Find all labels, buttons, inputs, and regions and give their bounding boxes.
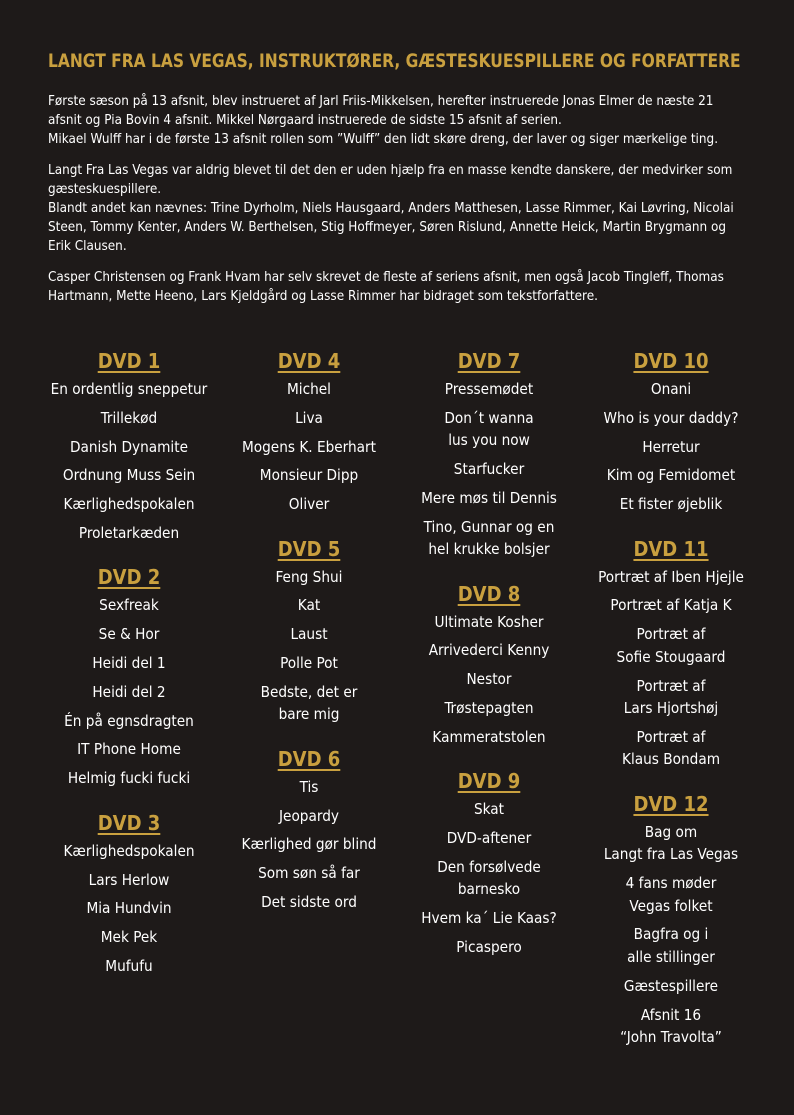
episode-title-line: Lars Hjortshøj <box>623 699 719 718</box>
episode-title-line: Gæstespillere <box>623 976 719 995</box>
episode-title <box>29 493 229 516</box>
episode-title <box>571 623 771 668</box>
episode-title <box>389 378 589 401</box>
episode-title <box>29 710 229 733</box>
episode-title-line: “John Travolta” <box>620 1028 722 1047</box>
episode-title-line: En ordentlig sneppetur <box>50 380 208 398</box>
episode-title <box>389 856 589 901</box>
episode-title-line: Liva <box>295 408 323 427</box>
episode-title <box>29 767 229 790</box>
episode-title-line: Feng Shui <box>275 567 343 586</box>
episode-title-line: 4 fans møder <box>625 874 717 893</box>
episode-title-line: Kærlighed gør blind <box>241 835 377 854</box>
intro-paragraph <box>48 161 788 256</box>
episode-title <box>29 869 229 892</box>
episode-title-line: Mufufu <box>105 956 153 975</box>
dvd-column <box>571 348 771 1069</box>
episode-title-line: Jeopardy <box>279 806 339 825</box>
episode-title-line: Mogens K. Eberhart <box>241 437 377 456</box>
intro-line: Erik Clausen. <box>48 239 127 254</box>
episode-title <box>29 464 229 487</box>
episode-title-line: alle stillinger <box>627 947 715 966</box>
episode-title-line: Danish Dynamite <box>70 437 188 456</box>
episode-title <box>209 464 409 487</box>
episode-title-line: Portræt af <box>636 676 706 695</box>
episode-title <box>389 639 589 662</box>
episode-title <box>209 681 409 726</box>
episode-title <box>209 862 409 885</box>
episode-title-line: hel krukke bolsjer <box>428 540 550 559</box>
intro-paragraph <box>48 92 788 149</box>
episode-title-line: Who is your daddy? <box>603 408 739 427</box>
episode-title <box>209 891 409 914</box>
dvd-column <box>209 348 409 934</box>
episode-title <box>29 955 229 978</box>
episode-title-line: Ordnung Muss Sein <box>62 466 196 485</box>
episode-title <box>389 611 589 634</box>
episode-title <box>389 726 589 749</box>
episode-title <box>571 594 771 617</box>
episode-title-line: barnesko <box>457 880 521 899</box>
intro-line: Blandt andet kan nævnes: Trine Dyrholm, Niels Hausgaard, Anders Matthesen, Lasse Rimmer, Kai Løvring, Nicolai <box>48 201 734 216</box>
intro-paragraph <box>48 268 788 306</box>
episode-title <box>29 840 229 863</box>
dvd-section <box>29 564 229 789</box>
episode-title-line: Portræt af Katja K <box>610 596 732 615</box>
episode-title <box>389 407 589 452</box>
dvd-title: DVD 11 <box>633 536 709 561</box>
intro-line: Første sæson på 13 afsnit, blev instrueret af Jarl Friis-Mikkelsen, herefter instruerede Jonas Elmer de næste 21 <box>48 94 714 109</box>
episode-title-line: Oliver <box>288 495 330 514</box>
intro-line: Hartmann, Mette Heeno, Lars Kjeldgård og Lasse Rimmer har bidraget som tekstforfattere. <box>48 289 598 304</box>
episode-title-line: Hvem ka´ Lie Kaas? <box>421 909 557 928</box>
episode-title-line: Herretur <box>642 437 700 456</box>
episode-title-line: Starfucker <box>453 460 525 479</box>
episode-title-line: Bagfra og i <box>633 925 709 944</box>
episode-title-line: Én på egnsdragten <box>64 711 194 730</box>
episode-title <box>389 936 589 959</box>
episode-title <box>571 566 771 589</box>
episode-title-line: Trøstepagten <box>444 699 534 718</box>
episode-title-line: Se & Hor <box>98 625 160 644</box>
dvd-section <box>571 791 771 1049</box>
dvd-title: DVD 7 <box>457 349 521 373</box>
episode-title-line: Et fister øjeblik <box>619 495 723 514</box>
episode-title <box>29 594 229 617</box>
intro-line: Langt Fra Las Vegas var aldrig blevet til det den er uden hjælp fra en masse kendte danskere, der medvirker som <box>48 163 733 178</box>
page-heading: LANGT FRA LAS VEGAS, INSTRUKTØRER, GÆSTESKUESPILLERE OG FORFATTERE <box>48 51 741 72</box>
episode-title <box>29 407 229 430</box>
dvd-title: DVD 8 <box>457 581 521 606</box>
episode-title-line: bare mig <box>278 705 340 724</box>
episode-title-line: Skat <box>473 800 505 819</box>
episode-title-line: Som søn så far <box>258 864 360 883</box>
episode-title <box>29 623 229 646</box>
episode-title <box>29 378 229 401</box>
episode-title-line: Langt fra Las Vegas <box>603 845 739 864</box>
episode-title-line: Portræt af <box>636 727 706 746</box>
dvd-title: DVD 12 <box>633 791 709 816</box>
episode-title <box>209 407 409 430</box>
episode-title <box>209 623 409 646</box>
episode-title-line: Kærlighedspokalen <box>63 495 195 514</box>
dvd-section <box>29 810 229 978</box>
episode-title-line: Klaus Bondam <box>622 750 720 769</box>
episode-title-line: Trillekød <box>100 408 158 427</box>
dvd-title: DVD 2 <box>97 565 161 590</box>
episode-title-line: Onani <box>650 380 692 398</box>
episode-title-line: lus you now <box>448 431 530 450</box>
episode-title <box>29 522 229 545</box>
episode-title-line: Don´t wanna <box>444 408 534 427</box>
episode-title-line: Kammeratstolen <box>432 727 546 746</box>
episode-title <box>29 926 229 949</box>
episode-title-line: Kærlighedspokalen <box>63 841 195 860</box>
intro-line: gæsteskuespillere. <box>48 182 162 197</box>
episode-title-line: Laust <box>290 625 328 644</box>
episode-title <box>571 975 771 998</box>
dvd-section <box>209 746 409 914</box>
episode-title <box>389 458 589 481</box>
episode-title-line: Kat <box>297 596 321 615</box>
episode-title-line: Afsnit 16 <box>640 1005 702 1024</box>
episode-title <box>389 668 589 691</box>
episode-title-line: Arrivederci Kenny <box>428 641 550 660</box>
episode-title <box>29 897 229 920</box>
episode-title <box>389 487 589 510</box>
episode-title-line: Monsieur Dipp <box>259 466 359 485</box>
dvd-title: DVD 10 <box>633 349 709 373</box>
episode-title <box>389 798 589 821</box>
episode-title <box>209 805 409 828</box>
episode-title <box>571 872 771 917</box>
episode-title <box>389 827 589 850</box>
episode-title <box>209 652 409 675</box>
episode-title <box>209 833 409 856</box>
episode-title <box>571 1004 771 1049</box>
episode-title-line: Mia Hundvin <box>86 899 172 918</box>
episode-title <box>209 493 409 516</box>
intro-line: afsnit og Pia Bovin 4 afsnit. Mikkel Nørgaard instruerede de sidste 15 afsnit af serien. <box>48 113 562 128</box>
episode-title <box>571 923 771 968</box>
dvd-section <box>389 768 589 958</box>
episode-title <box>29 681 229 704</box>
episode-title <box>209 378 409 401</box>
episode-title-line: Portræt af Iben Hjejle <box>598 567 744 586</box>
episode-title-line: IT Phone Home <box>77 740 181 759</box>
intro-line: Mikael Wulff har i de første 13 afsnit rollen som ”Wulff” den lidt skøre dreng, der laver og siger mærkelige ting. <box>48 132 719 147</box>
episode-title <box>571 378 771 401</box>
episode-title <box>571 464 771 487</box>
episode-title-line: Picaspero <box>456 938 522 957</box>
episode-title-line: Den forsølvede <box>437 857 541 876</box>
episode-title-line: Nestor <box>466 670 512 689</box>
episode-title-line: Kim og Femidomet <box>606 466 736 485</box>
episode-title-line: Bedste, det er <box>260 682 358 701</box>
episode-title <box>29 652 229 675</box>
episode-title-line: Proletarkæden <box>78 523 180 542</box>
episode-title <box>29 738 229 761</box>
episode-title-line: Ultimate Kosher <box>434 612 544 631</box>
episode-title-line: Sofie Stougaard <box>616 647 726 666</box>
dvd-title: DVD 5 <box>277 536 341 561</box>
episode-title-line: Tino, Gunnar og en <box>423 517 555 536</box>
episode-title <box>29 436 229 459</box>
episode-title <box>389 907 589 930</box>
episode-title <box>389 516 589 561</box>
dvd-title: DVD 1 <box>97 349 161 373</box>
dvd-title: DVD 9 <box>457 769 521 794</box>
dvd-section <box>29 348 229 544</box>
episode-title-line: Mek Pek <box>100 928 158 947</box>
episode-title-line: Portræt af <box>636 625 706 644</box>
episode-title-line: Sexfreak <box>99 596 159 615</box>
dvd-title: DVD 6 <box>277 746 341 771</box>
episode-title-line: Bag om <box>644 822 698 841</box>
episode-title-line: Polle Pot <box>280 654 338 673</box>
dvd-title: DVD 3 <box>97 810 161 835</box>
episode-title <box>389 697 589 720</box>
episode-title <box>571 493 771 516</box>
episode-title-line: Pressemødet <box>444 380 534 398</box>
dvd-section <box>389 581 589 749</box>
dvd-section <box>571 536 771 771</box>
episode-title <box>571 726 771 771</box>
episode-title-line: Heidi del 2 <box>92 682 166 701</box>
episode-title <box>209 594 409 617</box>
episode-title-line: Heidi del 1 <box>92 654 166 673</box>
episode-title <box>209 776 409 799</box>
dvd-column <box>389 348 589 979</box>
episode-title <box>571 675 771 720</box>
dvd-section <box>209 536 409 726</box>
dvd-section <box>389 348 589 561</box>
episode-title-line: Mere møs til Dennis <box>421 488 557 507</box>
dvd-title: DVD 4 <box>277 349 341 373</box>
episode-title-line: Lars Herlow <box>88 870 170 889</box>
episode-title-line: Michel <box>287 380 331 398</box>
episode-title <box>571 821 771 866</box>
intro-line: Casper Christensen og Frank Hvam har selv skrevet de fleste af seriens afsnit, men også Jacob Tingleff, Thomas <box>48 270 724 285</box>
episode-title <box>571 407 771 430</box>
episode-title <box>571 436 771 459</box>
episode-title-line: DVD-aftener <box>446 829 532 848</box>
dvd-section <box>571 348 771 516</box>
episode-title <box>209 566 409 589</box>
episode-title-line: Vegas folket <box>629 896 713 915</box>
episode-title-line: Det sidste ord <box>261 893 357 912</box>
episode-title-line: Tis <box>299 777 319 796</box>
episode-title <box>209 436 409 459</box>
dvd-column <box>29 348 229 997</box>
episode-title-line: Helmig fucki fucki <box>67 769 191 788</box>
intro-line: Steen, Tommy Kenter, Anders W. Berthelsen, Stig Hoffmeyer, Søren Rislund, Annette Heick, Martin Brygmann og <box>48 220 726 235</box>
dvd-section <box>209 348 409 516</box>
intro-text <box>48 92 788 318</box>
